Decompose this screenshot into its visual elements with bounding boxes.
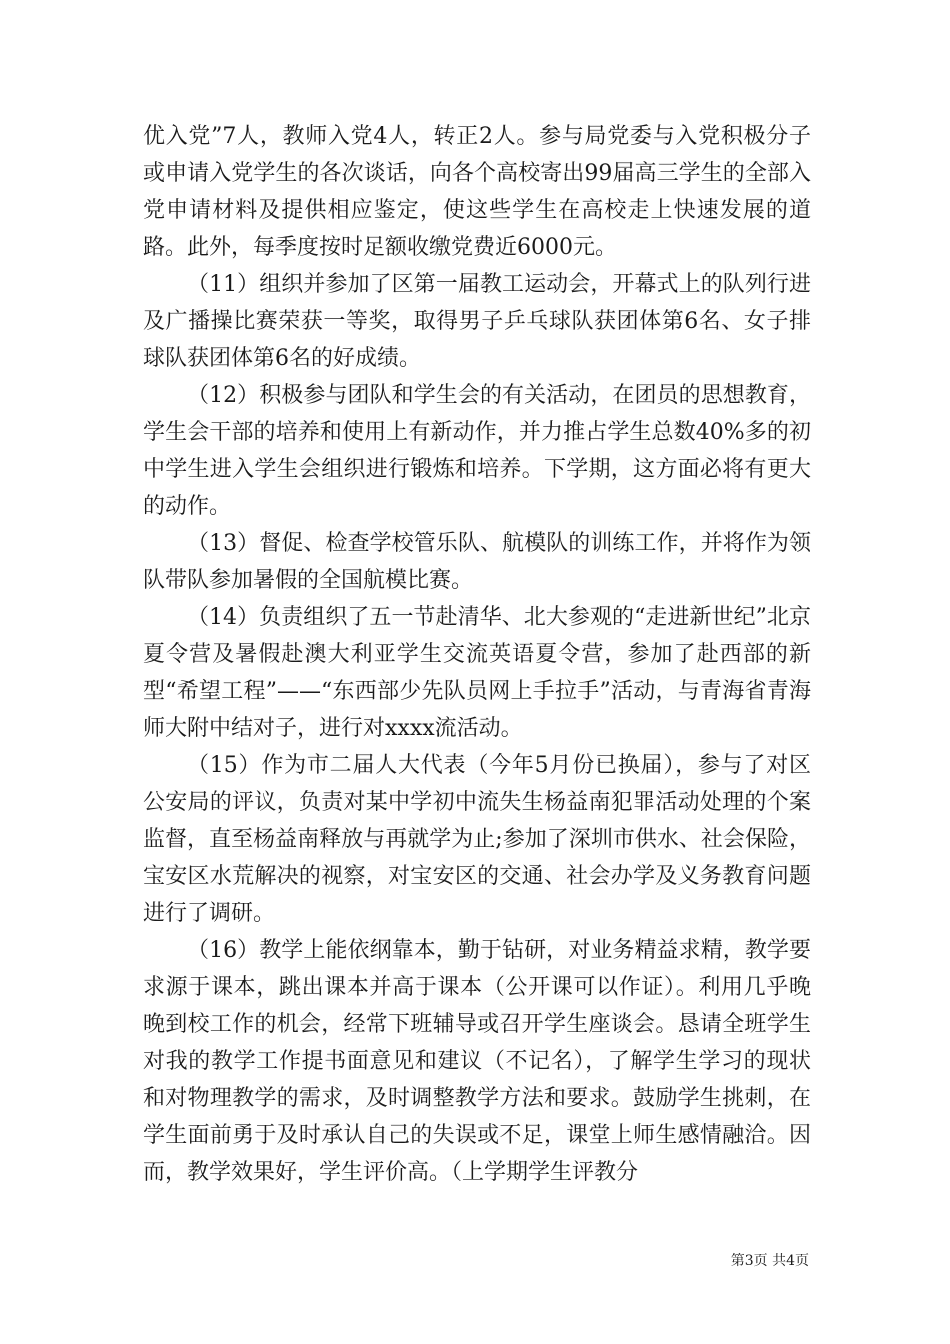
- paragraph-continued: 优入党”7人，教师入党4人，转正2人。参与局党委与入党积极分子或申请入党学生的各次谈话，向各个高校寄出99届高三学生的全部入党申请材料及提供相应鉴定，使这些学生在高校走上快速发展的道路。此外，每季度按时足额收缴党费近6000元。: [143, 124, 811, 260]
- paragraph-item-14: （14）负责组织了五一节赴清华、北大参观的“走进新世纪”北京夏令营及暑假赴澳大利亚学生交流英语夏令营，参加了赴西部的新型“希望工程”——“东西部少先队员网上手拉手”活动，与青海省青海师大附中结对子，进行对xxxx流活动。: [143, 605, 811, 741]
- paragraph-item-11: （11）组织并参加了区第一届教工运动会，开幕式上的队列行进及广播操比赛荣获一等奖，取得男子乒乓球队获团体第6名、女子排球队获团体第6名的好成绩。: [143, 272, 811, 371]
- paragraph-item-12: （12）积极参与团队和学生会的有关活动，在团员的思想教育，学生会干部的培养和使用上有新动作，并力推占学生总数40%多的初中学生进入学生会组织进行锻炼和培养。下学期，这方面必将有更大的动作。: [143, 383, 811, 519]
- document-body: [143, 118, 811, 1191]
- paragraph-item-16: （16）教学上能依纲靠本，勤于钻研，对业务精益求精，教学要求源于课本，跳出课本并高于课本（公开课可以作证）。利用几乎晚晚到校工作的机会，经常下班辅导或召开学生座谈会。恳请全班学生对我的教学工作提书面意见和建议（不记名），了解学生学习的现状和对物理教学的需求，及时调整教学方法和要求。鼓励学生挑刺，在学生面前勇于及时承认自己的失误或不足，课堂上师生感情融洽。因而，教学效果好，学生评价高。（上学期学生评教分: [143, 938, 811, 1185]
- paragraph-item-15: （15）作为市二届人大代表（今年5月份已换届），参与了对区公安局的评议，负责对某中学初中流失生杨益南犯罪活动处理的个案监督，直至杨益南释放与再就学为止;参加了深圳市供水、社会保险，宝安区水荒解决的视察，对宝安区的交通、社会办学及义务教育问题进行了调研。: [143, 753, 811, 926]
- paragraph-item-13: （13）督促、检查学校管乐队、航模队的训练工作，并将作为领队带队参加暑假的全国航模比赛。: [143, 531, 811, 593]
- page-number-footer: 第3页 共4页: [730, 1253, 809, 1269]
